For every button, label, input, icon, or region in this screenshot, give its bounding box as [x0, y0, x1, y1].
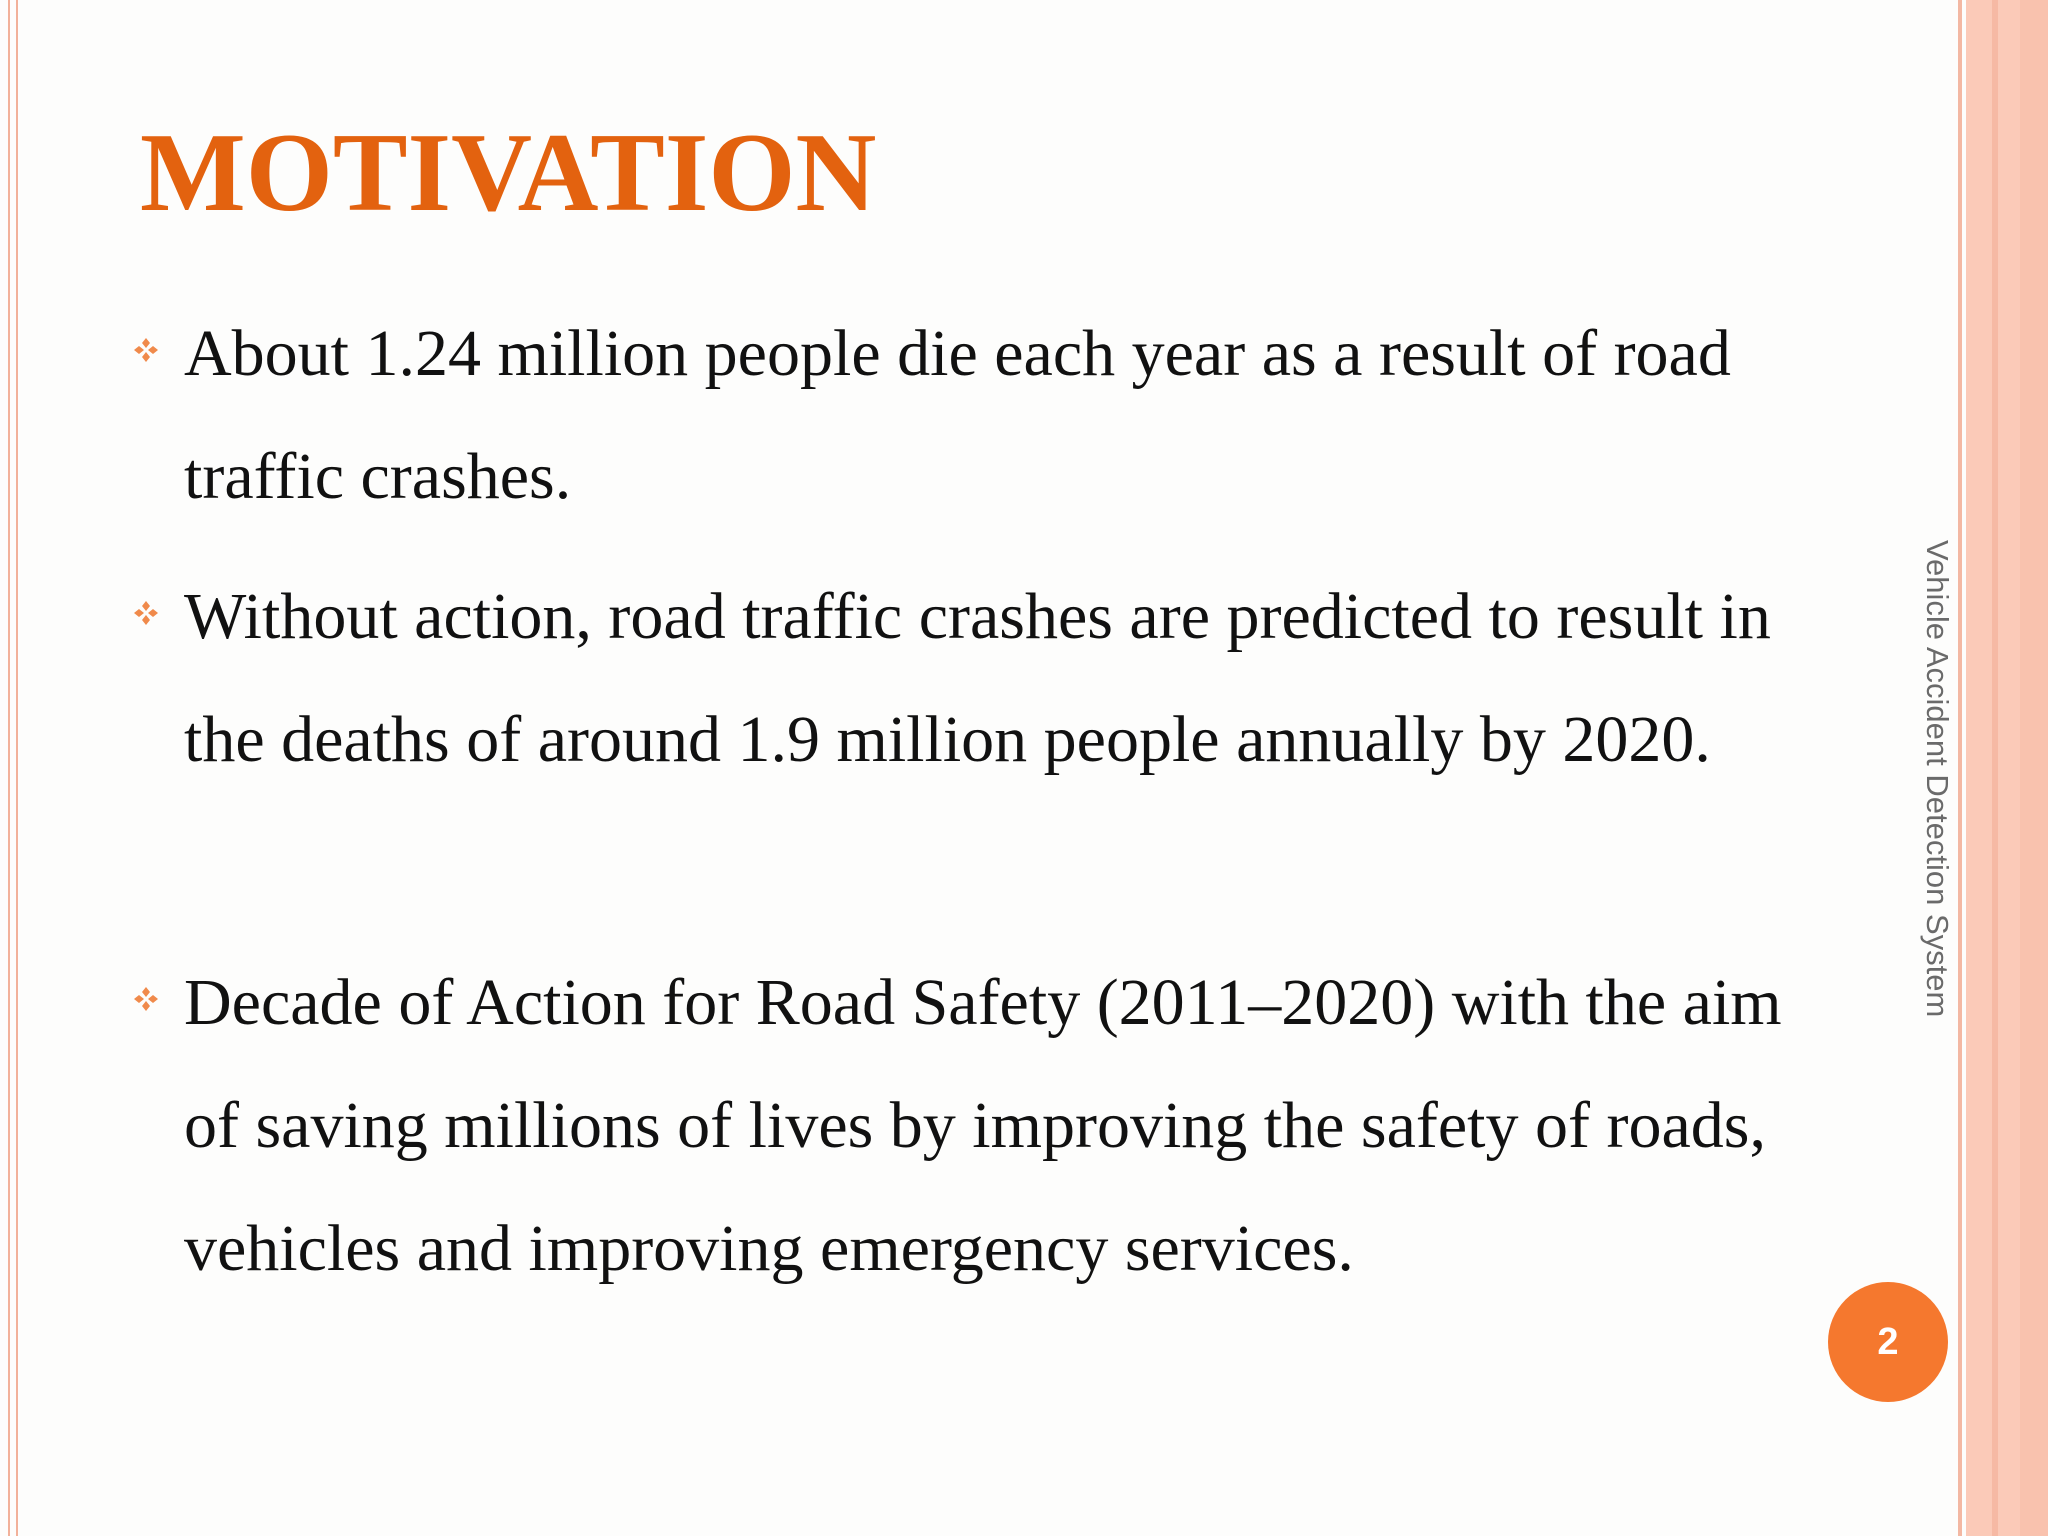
bullet-item [184, 941, 1784, 1310]
bullet-text: Decade of Action for Road Safety (2011–2020) with the aim of saving millions of lives by improving the safety of roads, vehicles and improving emergency services. [184, 966, 1782, 1285]
bullet-text: About 1.24 million people die each year as a result of road traffic crashes. [184, 317, 1731, 513]
four-diamond-bullet-icon [132, 336, 160, 364]
bullet-item [184, 292, 1784, 538]
four-diamond-bullet-icon [132, 599, 160, 627]
bullet-text: Without action, road traffic crashes are predicted to result in the deaths of around 1.9 million people annually by 2020. [184, 580, 1771, 776]
right-border-stripe [1998, 0, 2020, 1536]
footer-side-label: Vehicle Accident Detection System [1920, 540, 1955, 1018]
bullet-item [184, 555, 1784, 801]
page-number-badge: 2 [1828, 1282, 1948, 1402]
right-border-stripe [2020, 0, 2048, 1536]
right-border-stripe [1958, 0, 1962, 1536]
four-diamond-bullet-icon [132, 985, 160, 1013]
slide-title: MOTIVATION [140, 111, 877, 235]
right-border-stripe [1966, 0, 1992, 1536]
